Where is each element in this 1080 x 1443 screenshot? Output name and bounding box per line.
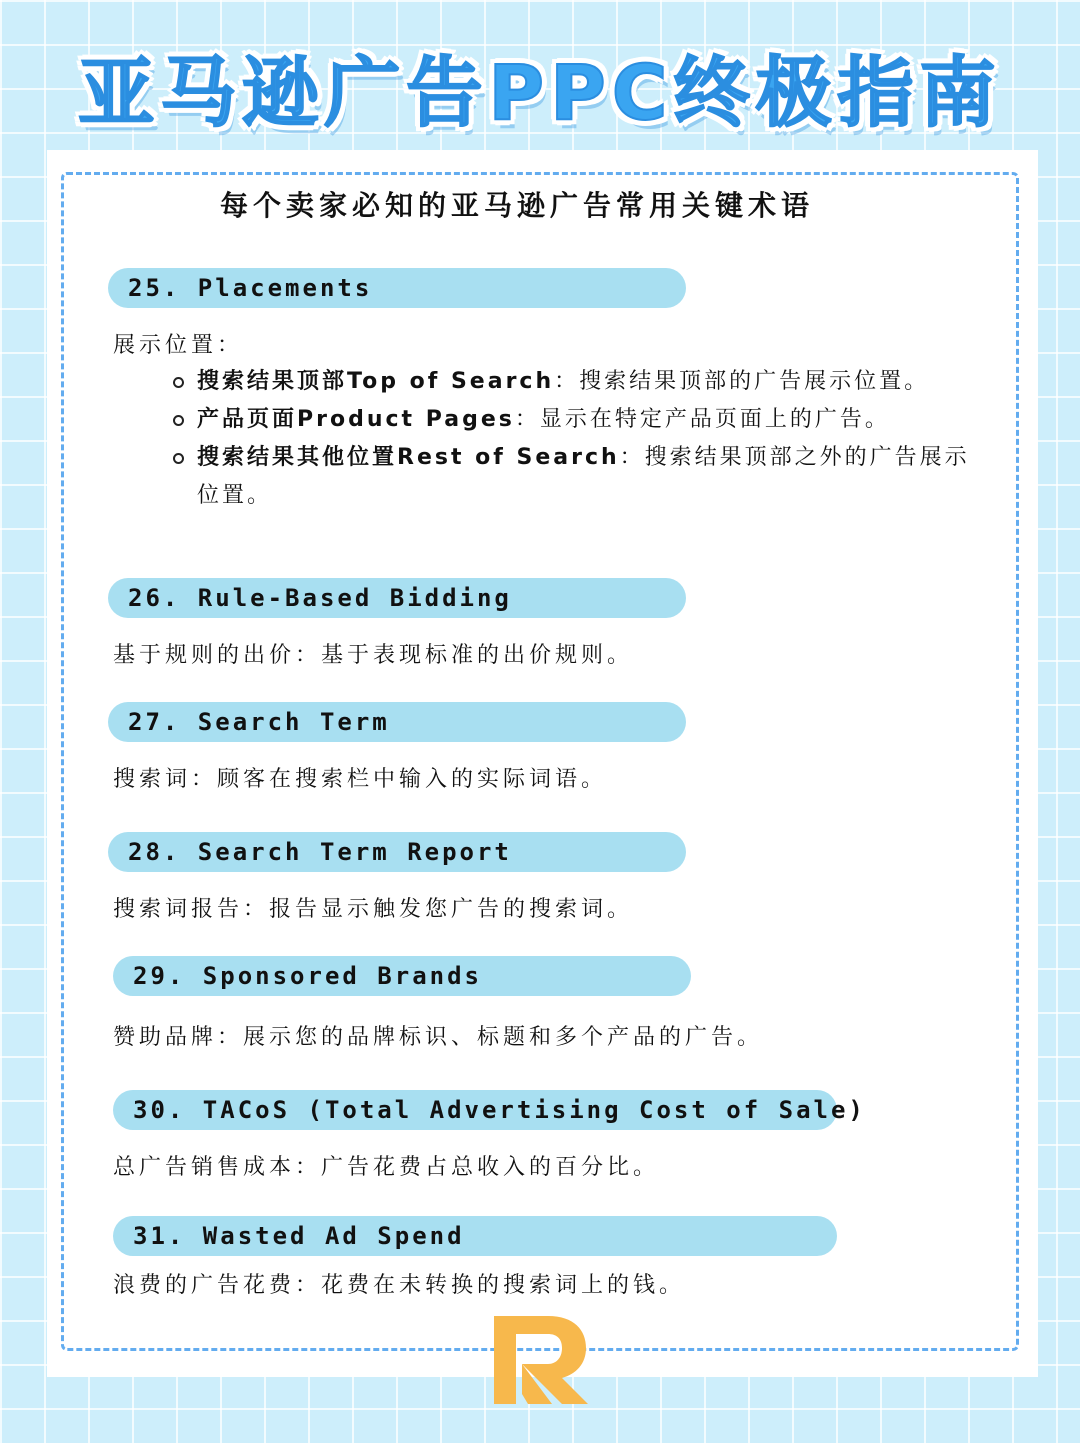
bullet-term: 搜索结果其他位置Rest of Search: [197, 445, 620, 470]
term-heading-26: 26. Rule-Based Bidding: [108, 578, 686, 618]
term-heading-29: 29. Sponsored Brands: [113, 956, 691, 996]
subtitle: 每个卖家必知的亚马逊广告常用关键术语: [219, 189, 814, 222]
placements-list: [171, 363, 971, 515]
page-title: 亚马逊广告PPC终极指南: [78, 47, 1002, 137]
list-item: [171, 401, 971, 439]
term-heading-27: 27. Search Term: [108, 702, 686, 742]
term-desc-30: 总广告销售成本：广告花费占总收入的百分比。: [113, 1155, 660, 1180]
list-item: [171, 439, 971, 515]
term-desc-27: 搜索词：顾客在搜索栏中输入的实际词语。: [113, 767, 608, 792]
bullet-term: 搜索结果顶部Top of Search: [197, 369, 555, 394]
bullet-text: ：搜索结果顶部的广告展示位置。: [554, 369, 930, 394]
term-heading-28: 28. Search Term Report: [108, 832, 686, 872]
content-card: [47, 150, 1038, 1377]
term-heading-25: 25. Placements: [108, 268, 686, 308]
bullet-text: ：显示在特定产品页面上的广告。: [514, 407, 890, 432]
bullet-text: ：搜索结果顶部之外的广告展示位置。: [197, 445, 970, 508]
bullet-term: 产品页面Product Pages: [197, 407, 515, 432]
term-heading-31: 31. Wasted Ad Spend: [113, 1216, 837, 1256]
term-heading-30: 30. TACoS (Total Advertising Cost of Sale): [113, 1090, 837, 1130]
term-desc-26: 基于规则的出价：基于表现标准的出价规则。: [113, 643, 634, 668]
term-desc-29: 赞助品牌：展示您的品牌标识、标题和多个产品的广告。: [113, 1025, 764, 1050]
r-logo-icon: [492, 1316, 590, 1406]
list-item: [171, 363, 971, 401]
term-desc-28: 搜索词报告：报告显示触发您广告的搜索词。: [113, 897, 634, 922]
term-desc-31: 浪费的广告花费：花费在未转换的搜索词上的钱。: [113, 1273, 686, 1298]
term-desc-25: 展示位置：: [113, 333, 244, 358]
